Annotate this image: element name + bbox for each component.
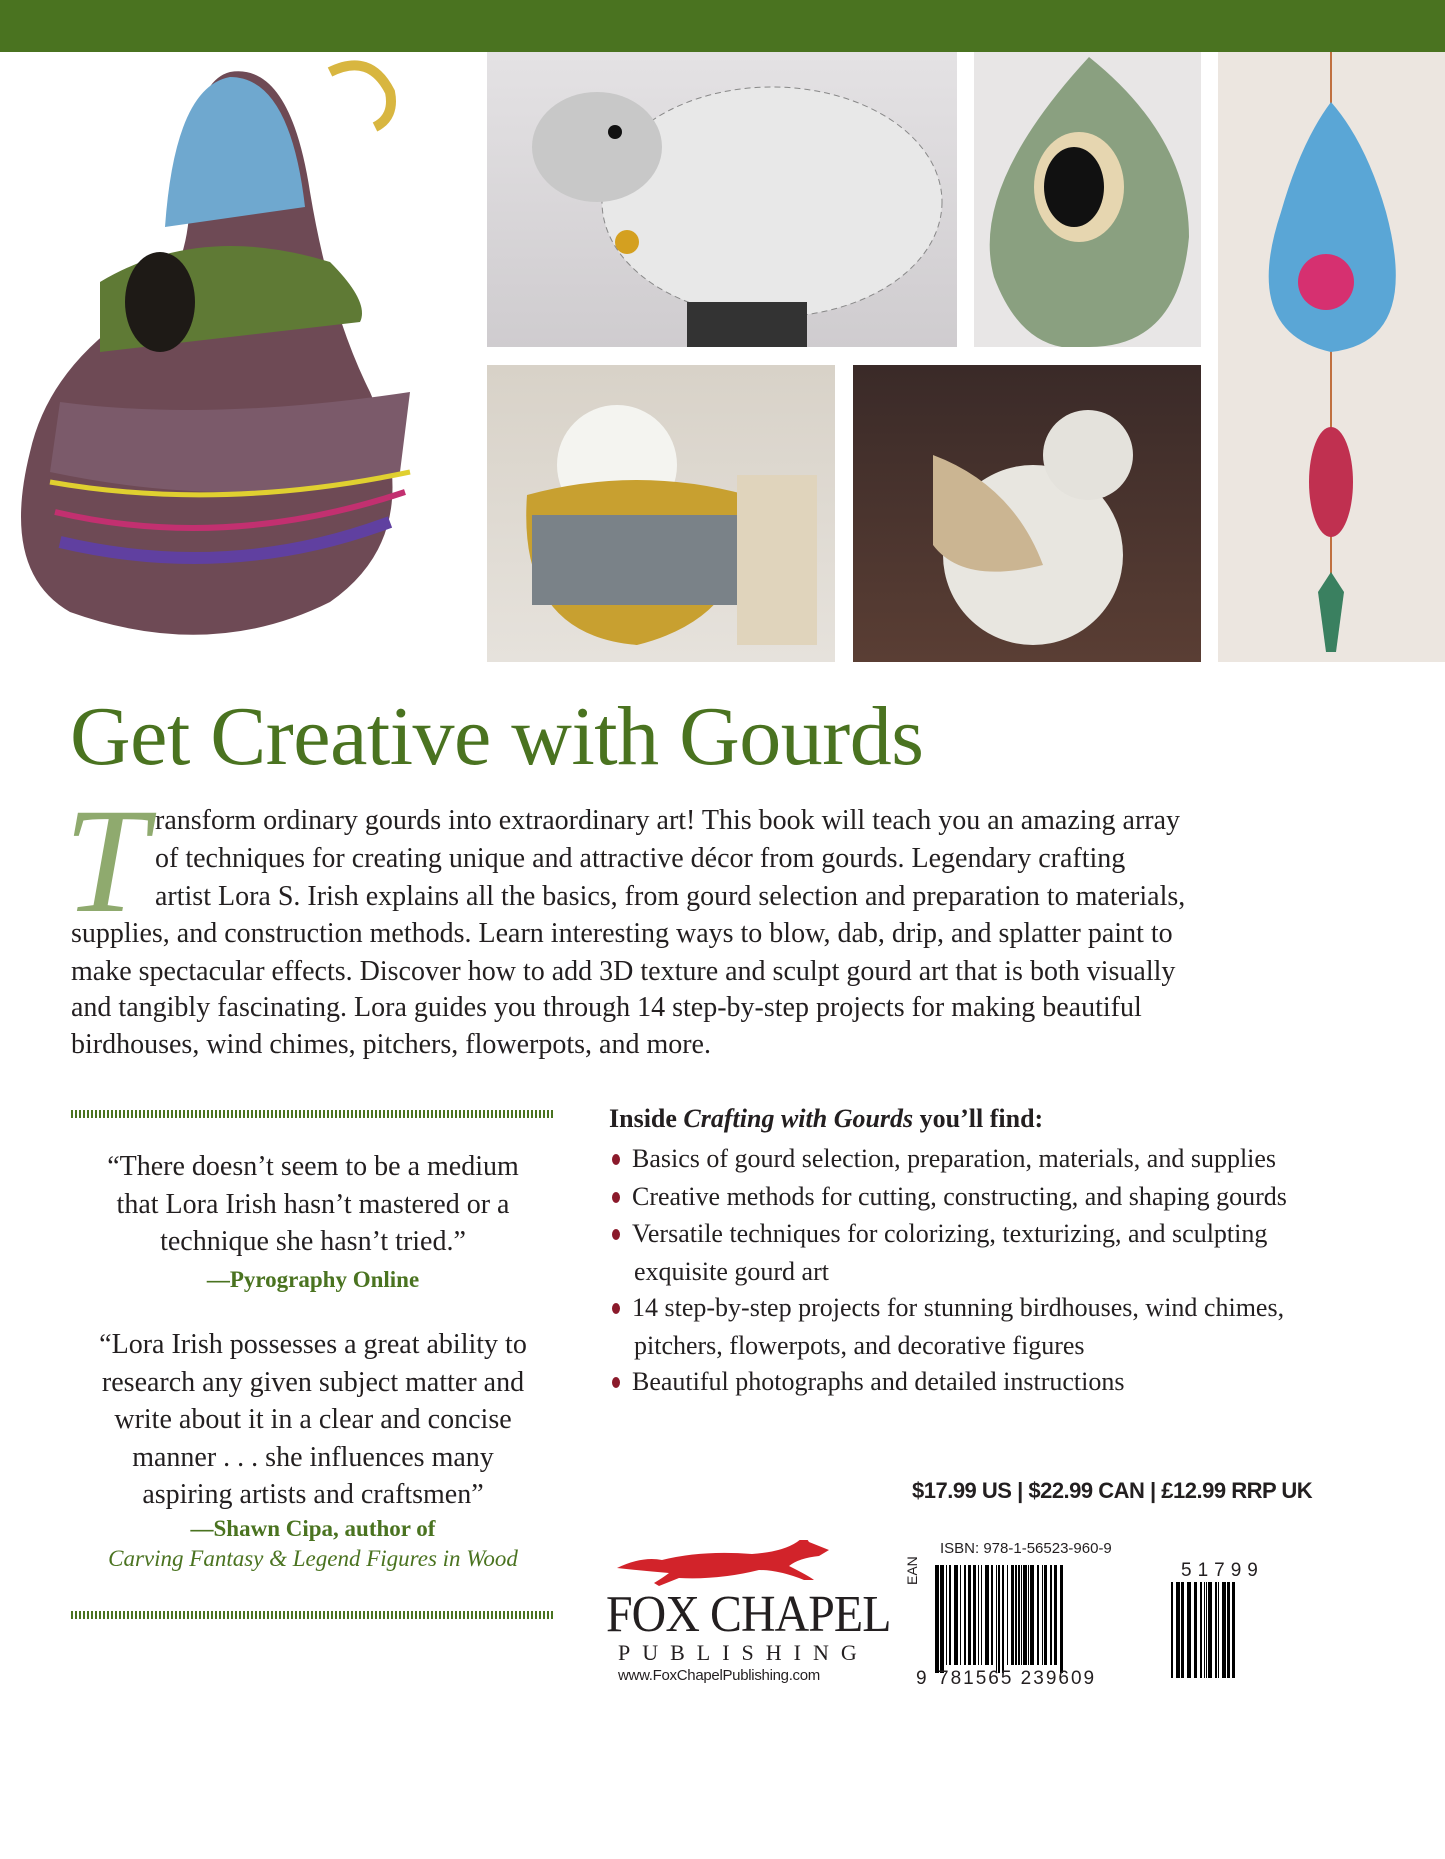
bullet-text: pitchers, flowerpots, and decorative figures (634, 1330, 1085, 1360)
inside-book-title: Crafting with Gourds (683, 1104, 914, 1133)
barcode-bar (946, 1565, 947, 1665)
feature-bullet (612, 1363, 1124, 1401)
bullet-dot-icon (612, 1154, 620, 1165)
cover-title: Get Creative with Gourds (70, 690, 924, 783)
feature-bullet (612, 1178, 1287, 1216)
quote-line: “There doesn’t seem to be a medium (107, 1151, 519, 1182)
barcode-bar (1215, 1582, 1217, 1678)
publisher-sub: PUBLISHING (618, 1640, 869, 1665)
feature-bullet (612, 1215, 1267, 1290)
price-line: $17.99 US | $22.99 CAN | £12.99 RRP UK (912, 1478, 1313, 1503)
barcode-bar (1030, 1565, 1034, 1665)
dotted-divider (71, 1611, 555, 1619)
quote-line: manner . . . she influences many (132, 1441, 494, 1473)
bullet-text: exquisite gourd art (634, 1256, 829, 1286)
description-line: of techniques for creating unique and attractive décor from gourds. Legendary crafting (155, 843, 1126, 874)
inside-prefix: Inside (609, 1104, 684, 1133)
barcode-bar (1028, 1565, 1029, 1665)
barcode-bar (935, 1565, 939, 1673)
barcode-bar (964, 1565, 966, 1665)
barcode-bar (1007, 1565, 1008, 1665)
barcode-bar (1208, 1582, 1212, 1678)
barcode-bar (996, 1565, 997, 1673)
barcode-bar (1181, 1582, 1184, 1678)
bullet-dot-icon (612, 1229, 620, 1240)
photo-painted-birdhouse-gourd (974, 52, 1201, 347)
photo-sheep-gourd (487, 52, 957, 347)
inside-heading (609, 1104, 1043, 1134)
inside-suffix: you’ll find: (913, 1104, 1044, 1133)
top-color-bar (0, 0, 1445, 52)
barcode-main (935, 1565, 1063, 1667)
ean-label: EAN (904, 1556, 920, 1585)
feature-bullet (612, 1289, 1284, 1364)
publisher-url[interactable]: www.FoxChapelPublishing.com (618, 1667, 820, 1684)
bullet-text: 14 step-by-step projects for stunning birdhouses, wind chimes, (632, 1293, 1285, 1322)
barcode-first-digit: 9 (916, 1668, 929, 1689)
barcode-bar (1011, 1565, 1014, 1665)
barcode-bar (1187, 1582, 1191, 1678)
barcode-bar (954, 1565, 958, 1665)
barcode-bar (1037, 1565, 1039, 1665)
barcode-bar (1227, 1582, 1230, 1678)
barcode-bar (1222, 1582, 1226, 1678)
quote-line: aspiring artists and craftsmen” (142, 1479, 484, 1510)
quote-line: research any given subject matter and (101, 1366, 525, 1398)
barcode-bar (940, 1565, 944, 1673)
barcode-bar (1050, 1565, 1052, 1665)
barcode-bar (1042, 1565, 1043, 1665)
barcode-bar (1200, 1582, 1202, 1678)
barcode-addon-digits: 51799 (1181, 1560, 1264, 1581)
photo-wind-chime-gourd (1218, 52, 1445, 662)
description-line: supplies, and construction methods. Learn interesting ways to blow, dab, drip, and splatter paint to (71, 918, 1173, 949)
testimonial-quote (60, 1148, 566, 1298)
description-line: and tangibly fascinating. Lora guides you through 14 step-by-step projects for making beautiful (71, 992, 1142, 1023)
description-line: birdhouses, wind chimes, pitchers, flowerpots, and more. (71, 1029, 711, 1060)
barcode-bar (1218, 1582, 1219, 1678)
barcode-addon (1171, 1582, 1235, 1680)
barcode-bar (1204, 1582, 1205, 1678)
barcode-bar (998, 1565, 1000, 1673)
description-line: artist Lora S. Irish explains all the basics, from gourd selection and preparation to materials, (155, 881, 1186, 912)
barcode-bar (1018, 1565, 1020, 1665)
feature-bullet (612, 1140, 1276, 1178)
bullet-dot-icon (612, 1377, 620, 1388)
barcode-bar (1206, 1582, 1207, 1678)
quote-line: technique she hasn’t tried.” (160, 1226, 466, 1257)
bullet-text: Creative methods for cutting, constructing, and shaping gourds (632, 1182, 1287, 1211)
barcode-bar (1060, 1565, 1063, 1673)
barcode-bar (968, 1565, 971, 1665)
quote-attribution: —Shawn Cipa, author of (190, 1515, 436, 1541)
dotted-divider (71, 1110, 555, 1118)
barcode-bar (978, 1565, 979, 1665)
barcode-bar (949, 1565, 951, 1665)
quote-attribution-work: Carving Fantasy & Legend Figures in Wood (108, 1545, 518, 1571)
quote-line: “Lora Irish possesses a great ability to (99, 1329, 527, 1360)
barcode-bar (1054, 1565, 1057, 1665)
quote-line: write about it in a clear and concise (114, 1404, 512, 1435)
drop-cap: T (64, 778, 148, 944)
bullet-dot-icon (612, 1192, 620, 1203)
barcode-bar (991, 1565, 993, 1665)
barcode-bar (1194, 1582, 1197, 1678)
quote-attribution: —Pyrography Online (206, 1266, 420, 1292)
barcode-bar (1044, 1565, 1047, 1665)
barcode-bar (973, 1565, 976, 1665)
description-line: make spectacular effects. Discover how to add 3D texture and sculpt gourd art that is both visually (71, 956, 1176, 987)
isbn-text: ISBN: 978-1-56523-960-9 (940, 1540, 1112, 1557)
photo-crochet-yarn-bowl-gourd (487, 365, 835, 662)
testimonial-quote (60, 1326, 566, 1574)
barcode-bar (1023, 1565, 1027, 1665)
barcode-bar (981, 1565, 982, 1665)
publisher-name: FOX CHAPEL (606, 1586, 891, 1643)
barcode-bar (1232, 1582, 1235, 1678)
photo-textured-birdhouse-gourd (0, 52, 470, 662)
bullet-text: Basics of gourd selection, preparation, materials, and supplies (632, 1144, 1277, 1173)
quote-line: that Lora Irish hasn’t mastered or a (116, 1188, 510, 1220)
barcode-bar (1176, 1582, 1180, 1678)
barcode-bar (1171, 1582, 1173, 1678)
barcode-bar (985, 1565, 989, 1665)
bullet-text: Versatile techniques for colorizing, texturizing, and sculpting (632, 1219, 1268, 1248)
barcode-bar (960, 1565, 961, 1665)
description-line: ransform ordinary gourds into extraordinary art! This book will teach you an amazing array (155, 805, 1181, 836)
bullet-text: Beautiful photographs and detailed instructions (632, 1367, 1125, 1396)
barcode-bar (1002, 1565, 1004, 1673)
photo-paper-bird-gourd (853, 365, 1201, 662)
barcode-digits: 781565 239609 (938, 1668, 1097, 1689)
barcode-bar (1021, 1565, 1022, 1665)
bullet-dot-icon (612, 1303, 620, 1314)
barcode-bar (1015, 1565, 1017, 1665)
